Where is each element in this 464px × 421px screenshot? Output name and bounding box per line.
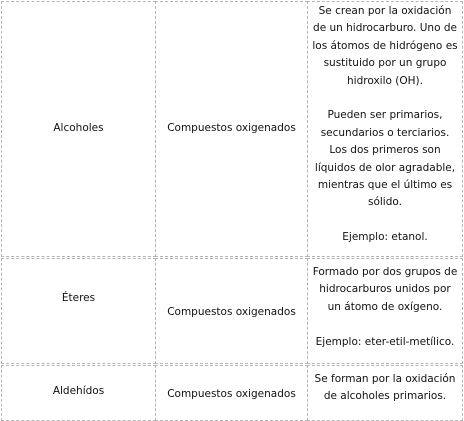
row-eteres-description-cell (307, 258, 463, 364)
compound-category: Compuestos oxigenados (167, 388, 296, 401)
description-paragraph: Ejemplo: etanol. (342, 231, 428, 244)
compound-name: Aldehídos (52, 385, 105, 398)
compound-name: Éteres (61, 292, 96, 305)
description-paragraph: Formado por dos grupos de hidrocarburos unidos por un átomo de oxígeno. (312, 266, 458, 313)
description-paragraph: Pueden ser primarios, secundarios o terciarios. Los dos primeros son líquidos de olor agradable, mientras que el último es sólido. (314, 109, 456, 209)
row-aldehidos-name-cell (1, 365, 156, 421)
row-alcoholes-name-cell (1, 1, 156, 257)
description-paragraph: Se forman por la oxidación de alcoholes primarios. (314, 373, 456, 403)
row-alcoholes-description-cell (307, 1, 463, 257)
description-paragraph: Se crean por la oxidación de un hidrocarburo. Uno de los átomos de hidrógeno es sustituido por un grupo hidroxilo (OH). (312, 5, 458, 87)
compound-category: Compuestos oxigenados (167, 122, 296, 135)
row-aldehidos-description-cell (307, 365, 463, 421)
row-alcoholes-category-cell (155, 1, 308, 257)
row-aldehidos-category-cell (155, 365, 308, 421)
description-paragraph: Ejemplo: eter-etil-metílico. (315, 335, 455, 348)
compound-category: Compuestos oxigenados (167, 306, 296, 319)
compound-name: Alcoholes (53, 122, 104, 135)
row-eteres-category-cell (155, 258, 308, 364)
row-eteres-name-cell (1, 258, 156, 364)
